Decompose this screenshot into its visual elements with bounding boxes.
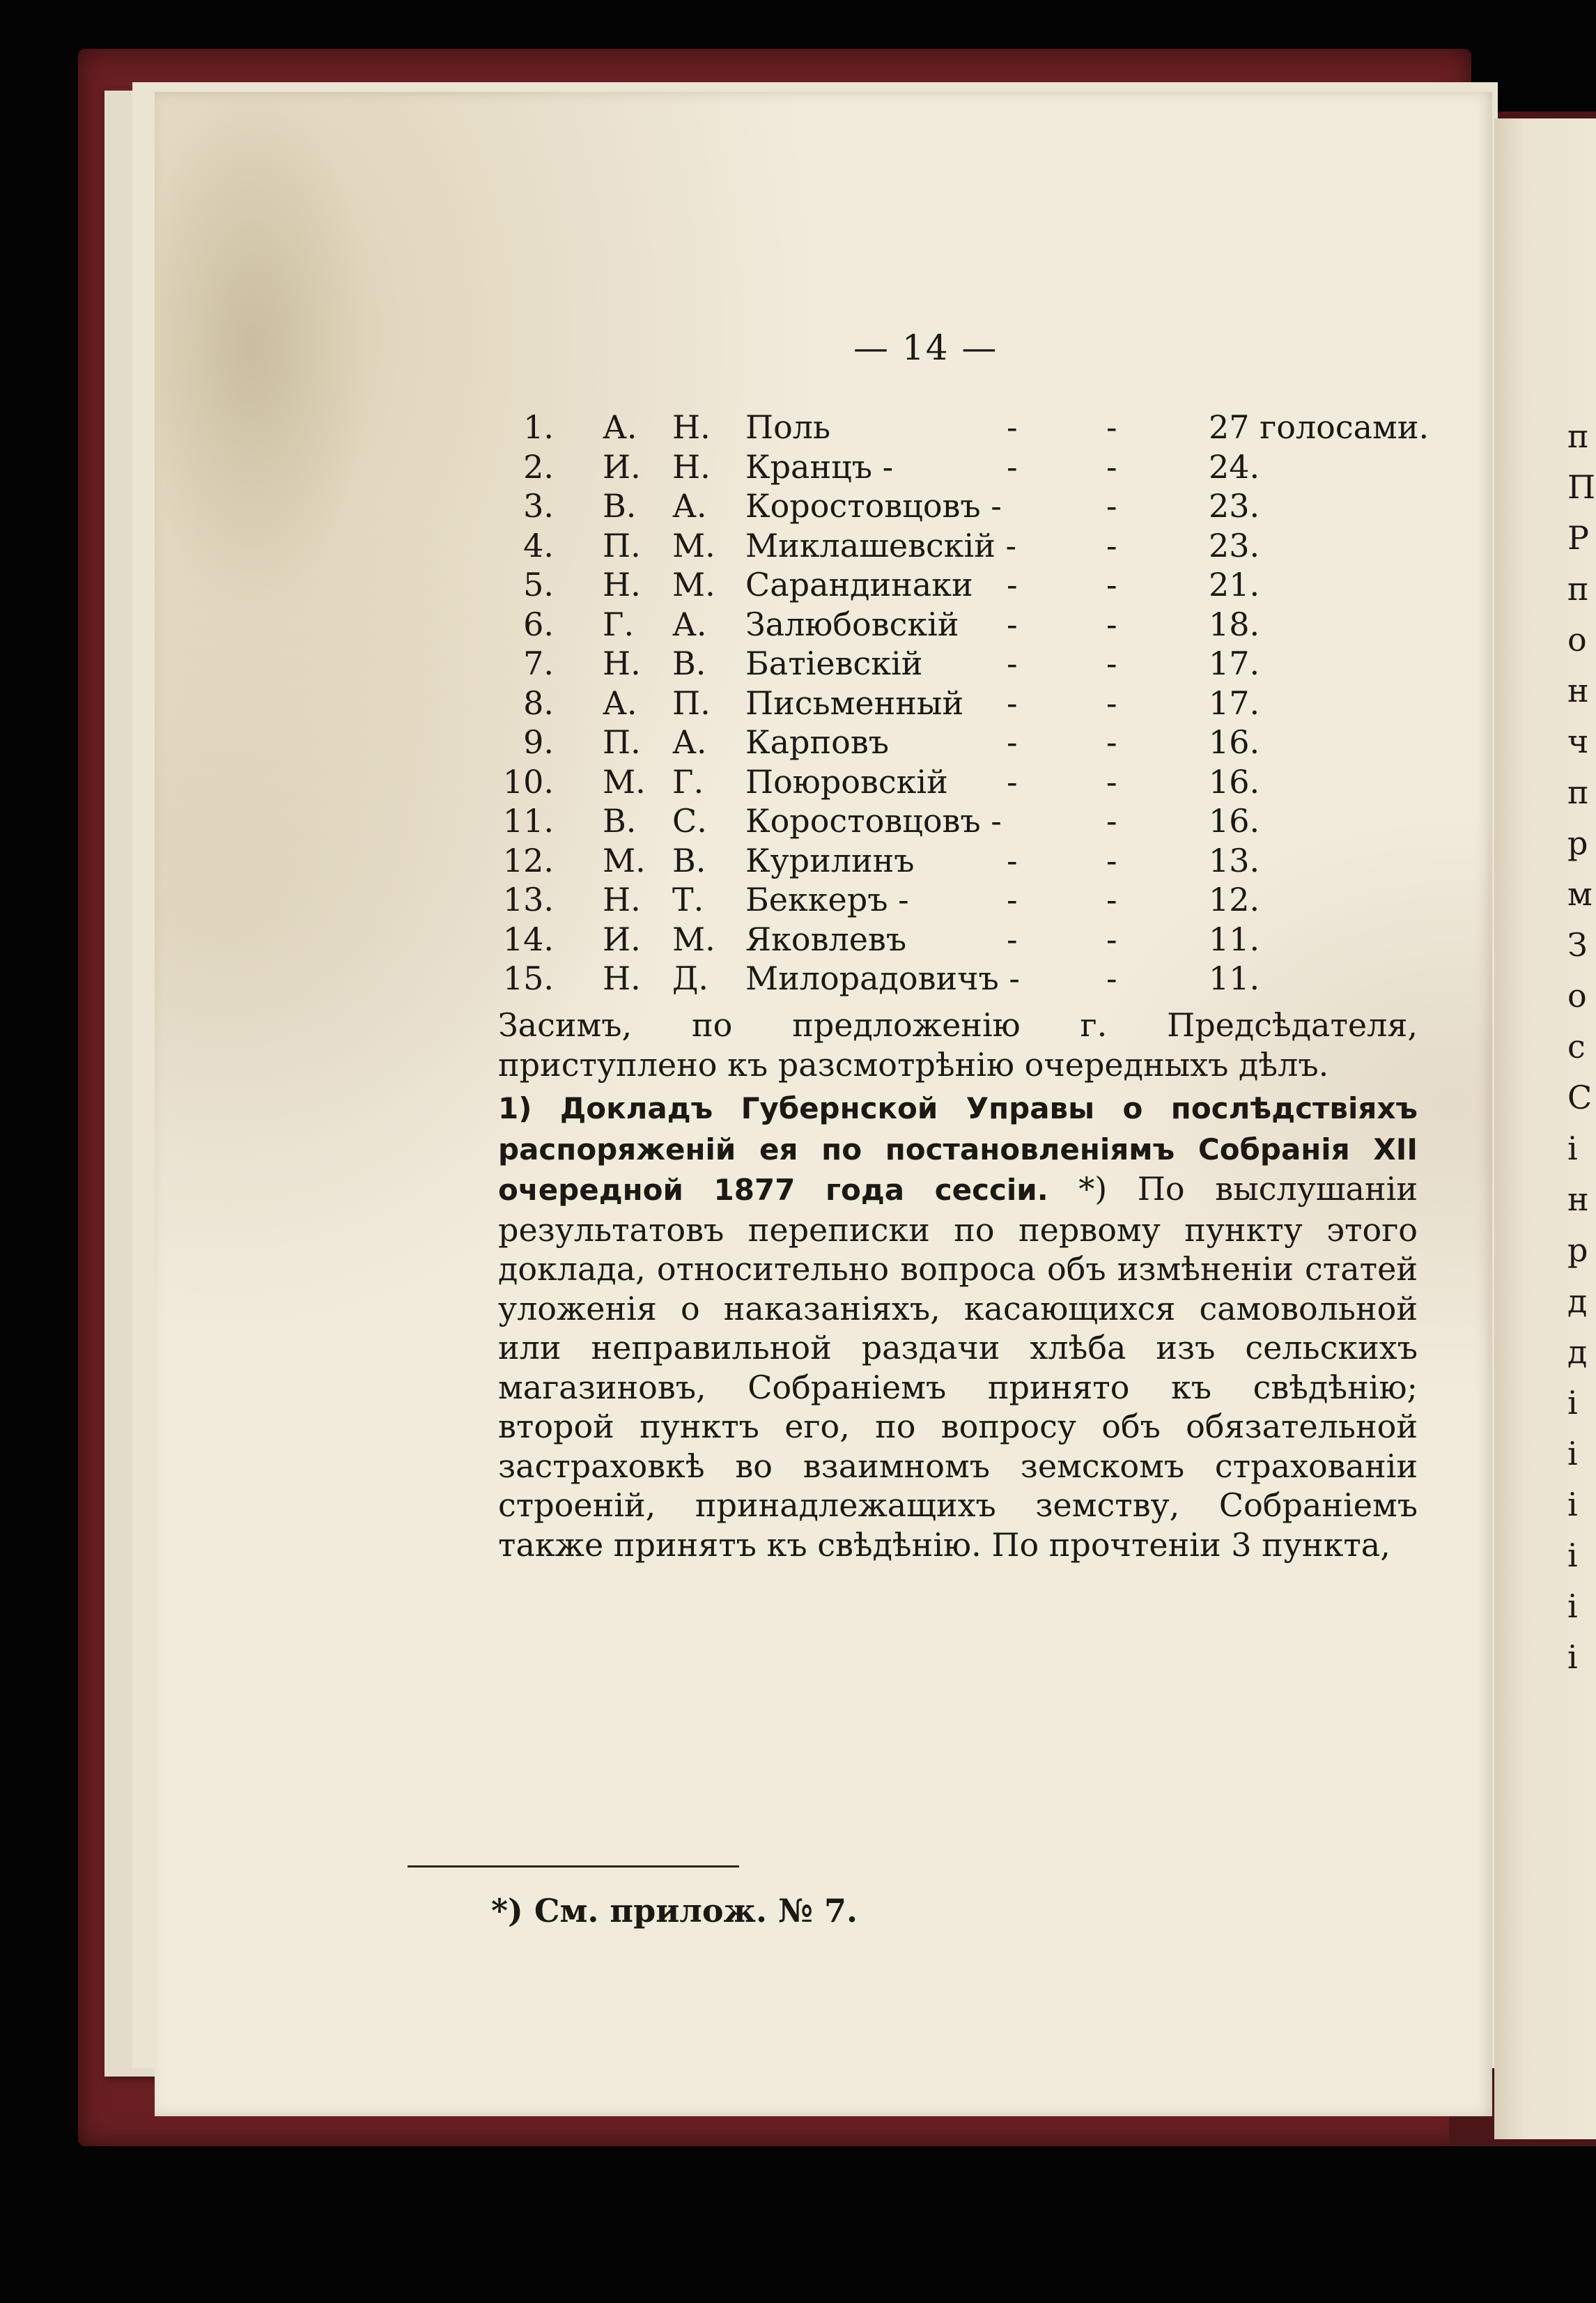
leader-dash: - <box>1106 487 1117 525</box>
leader-dash: - <box>1106 762 1117 801</box>
edge-letter: П <box>1567 468 1596 506</box>
initial-second: А. <box>672 723 707 761</box>
row-number: 14. <box>502 920 554 958</box>
initial-second: С. <box>672 802 707 840</box>
leader-dash: - <box>1106 960 1117 997</box>
row-number: 10. <box>502 762 554 801</box>
initial-first: Н. <box>603 645 641 682</box>
row-number: 12. <box>502 841 554 879</box>
edge-letter: с <box>1567 1028 1586 1065</box>
surname: Кранцъ - <box>745 447 894 486</box>
edge-letter: Р <box>1567 519 1589 557</box>
initial-second: Д. <box>672 960 709 997</box>
vote-count: 13. <box>1209 841 1260 879</box>
edge-letter: д <box>1567 1282 1588 1320</box>
vote-count: 11. <box>1209 920 1260 958</box>
initial-second: Н. <box>672 408 711 446</box>
surname: Залюбовскій <box>745 605 959 643</box>
leader-dash: - <box>1106 526 1117 564</box>
leader-dash: - <box>1106 881 1117 918</box>
initial-second: В. <box>672 645 706 682</box>
leader-dash: - <box>1007 881 1018 918</box>
leader-dash: - <box>1007 408 1018 446</box>
initial-second: Т. <box>672 881 704 918</box>
vote-count: 16. <box>1209 802 1260 840</box>
page-number: — 14 — <box>853 328 998 368</box>
edge-letter: і <box>1567 1486 1578 1523</box>
vote-count: 17. <box>1209 645 1260 682</box>
edge-letter: і <box>1567 1435 1578 1472</box>
surname: Курилинъ <box>745 841 915 879</box>
report-heading: 1) Докладъ Губернской Управы о послѣдствіяхъ распоряженій ея по постановленіямъ Собранія XII очередной 1877 года сессіи. <box>498 1091 1418 1207</box>
initial-first: Н. <box>603 881 641 918</box>
vote-row <box>488 408 1449 447</box>
surname: Поюровскій <box>745 762 948 801</box>
surname: Милорадовичъ - <box>745 960 1020 997</box>
surname: Яковлевъ <box>745 920 907 958</box>
initial-first: В. <box>603 802 637 840</box>
vote-count: 16. <box>1209 723 1260 761</box>
row-number: 4. <box>523 526 554 564</box>
edge-letter: о <box>1567 621 1587 658</box>
vote-count: 18. <box>1209 605 1260 643</box>
leader-dash: - <box>1007 645 1018 682</box>
row-number: 15. <box>502 960 554 997</box>
row-number: 11. <box>502 802 554 840</box>
paragraph-report <box>498 1088 1418 1564</box>
initial-first: В. <box>603 487 637 525</box>
initial-second: В. <box>672 841 706 879</box>
edge-letter: п <box>1567 773 1589 811</box>
vote-count: 17. <box>1209 684 1260 722</box>
surname: Карповъ <box>745 723 889 761</box>
vote-row <box>488 723 1449 762</box>
vote-count: 27 голосами. <box>1209 408 1430 446</box>
edge-letter: і <box>1567 1536 1578 1574</box>
initial-first: Н. <box>603 566 641 603</box>
initial-first: П. <box>603 526 641 564</box>
leader-dash: - <box>1106 684 1117 722</box>
footnote-divider <box>408 1865 739 1867</box>
leader-dash: - <box>1007 762 1018 801</box>
vote-count: 24. <box>1209 447 1260 486</box>
row-number: 8. <box>523 684 554 722</box>
edge-letter: п <box>1567 417 1589 455</box>
leader-dash: - <box>1007 723 1018 761</box>
vote-count: 16. <box>1209 762 1260 801</box>
edge-letter: м <box>1567 875 1593 913</box>
leader-dash: - <box>1106 408 1117 446</box>
edge-letter: д <box>1567 1333 1588 1371</box>
row-number: 3. <box>523 487 554 525</box>
row-number: 1. <box>523 408 554 446</box>
initial-first: А. <box>603 684 637 722</box>
initial-first: М. <box>603 841 646 879</box>
vote-row <box>488 447 1449 487</box>
vote-count: 23. <box>1209 487 1260 525</box>
leader-dash: - <box>1007 684 1018 722</box>
surname: Беккеръ - <box>745 881 909 918</box>
initial-second: Н. <box>672 447 711 486</box>
page-wear-stain <box>160 98 390 655</box>
vote-count: 23. <box>1209 526 1260 564</box>
surname: Письменный <box>745 684 964 722</box>
vote-row <box>488 565 1449 605</box>
leader-dash: - <box>1106 920 1117 958</box>
vote-count: 11. <box>1209 960 1260 997</box>
row-number: 6. <box>523 605 554 643</box>
leader-dash: - <box>1106 645 1117 682</box>
initial-first: И. <box>603 920 641 958</box>
edge-letter: о <box>1567 977 1587 1015</box>
vote-row <box>488 486 1449 526</box>
initial-second: М. <box>672 526 715 564</box>
leader-dash: - <box>1106 447 1117 486</box>
row-number: 9. <box>523 723 554 761</box>
vote-row <box>488 644 1449 684</box>
initial-second: Г. <box>672 762 704 801</box>
leader-dash: - <box>1007 841 1018 879</box>
row-number: 13. <box>502 881 554 918</box>
vote-count: 21. <box>1209 566 1260 603</box>
initial-first: Г. <box>603 605 635 643</box>
surname: Сарандинаки <box>745 566 973 603</box>
surname: Батіевскій <box>745 645 923 682</box>
vote-count: 12. <box>1209 881 1260 918</box>
surname: Миклашевскій - <box>745 526 1017 564</box>
initial-second: А. <box>672 487 707 525</box>
leader-dash: - <box>1007 920 1018 958</box>
initial-second: А. <box>672 605 707 643</box>
report-body: *) По выслушаніи результатовъ переписки по первому пункту этого доклада, относительно вопроса объ измѣненіи статей уложенія о наказаніяхъ, касающихся самовольной или неправильной раздачи хлѣба изъ сельскихъ магазиновъ, Собраніемъ принято къ свѣдѣнію; второй пунктъ его, по вопросу объ обязательной застраховкѣ во взаимномъ земскомъ страхованіи строеній, принадлежащихъ земству, Собраніемъ также принятъ къ свѣдѣнію. По прочтеніи 3 пункта, <box>498 1170 1418 1564</box>
row-number: 7. <box>523 645 554 682</box>
initial-second: М. <box>672 566 715 603</box>
edge-letter: і <box>1567 1638 1578 1676</box>
vote-row <box>488 920 1449 960</box>
surname: Коростовцовъ - <box>745 802 1002 840</box>
edge-letter: і <box>1567 1384 1578 1422</box>
edge-letter: п <box>1567 570 1589 608</box>
leader-dash: - <box>1106 723 1117 761</box>
initial-first: А. <box>603 408 637 446</box>
leader-dash: - <box>1007 447 1018 486</box>
edge-letter: н <box>1567 672 1589 709</box>
surname: Поль <box>745 408 831 446</box>
vote-row <box>488 841 1449 881</box>
leader-dash: - <box>1007 566 1018 603</box>
edge-letter: н <box>1567 1180 1589 1218</box>
initial-second: М. <box>672 920 715 958</box>
edge-letter: р <box>1567 1231 1588 1269</box>
initial-first: П. <box>603 723 641 761</box>
edge-letter: р <box>1567 824 1588 862</box>
vote-row <box>488 526 1449 566</box>
leader-dash: - <box>1106 605 1117 643</box>
leader-dash: - <box>1106 566 1117 603</box>
edge-letter: З <box>1567 926 1588 964</box>
vote-list <box>488 408 1449 999</box>
paragraph-proceed: Засимъ, по предложенію г. Предсѣдателя, приступлено къ разсмотрѣнію очередныхъ дѣлъ. <box>498 1006 1418 1084</box>
surname: Коростовцовъ - <box>745 487 1002 525</box>
row-number: 5. <box>523 566 554 603</box>
footnote: *) См. прилож. № 7. <box>491 1892 858 1930</box>
vote-row <box>488 801 1449 841</box>
initial-first: И. <box>603 447 641 486</box>
next-page-letters <box>1567 411 1596 1683</box>
vote-row <box>488 605 1449 645</box>
vote-row <box>488 880 1449 920</box>
vote-row <box>488 762 1449 802</box>
edge-letter: і <box>1567 1587 1578 1625</box>
initial-first: М. <box>603 762 646 801</box>
leader-dash: - <box>1106 841 1117 879</box>
leader-dash: - <box>1106 802 1117 840</box>
edge-letter: ч <box>1567 723 1589 760</box>
vote-row <box>488 684 1449 723</box>
vote-row <box>488 959 1449 999</box>
initial-second: П. <box>672 684 711 722</box>
row-number: 2. <box>523 447 554 486</box>
edge-letter: і <box>1567 1130 1578 1167</box>
leader-dash: - <box>1007 605 1018 643</box>
initial-first: Н. <box>603 960 641 997</box>
edge-letter: С <box>1567 1079 1593 1116</box>
